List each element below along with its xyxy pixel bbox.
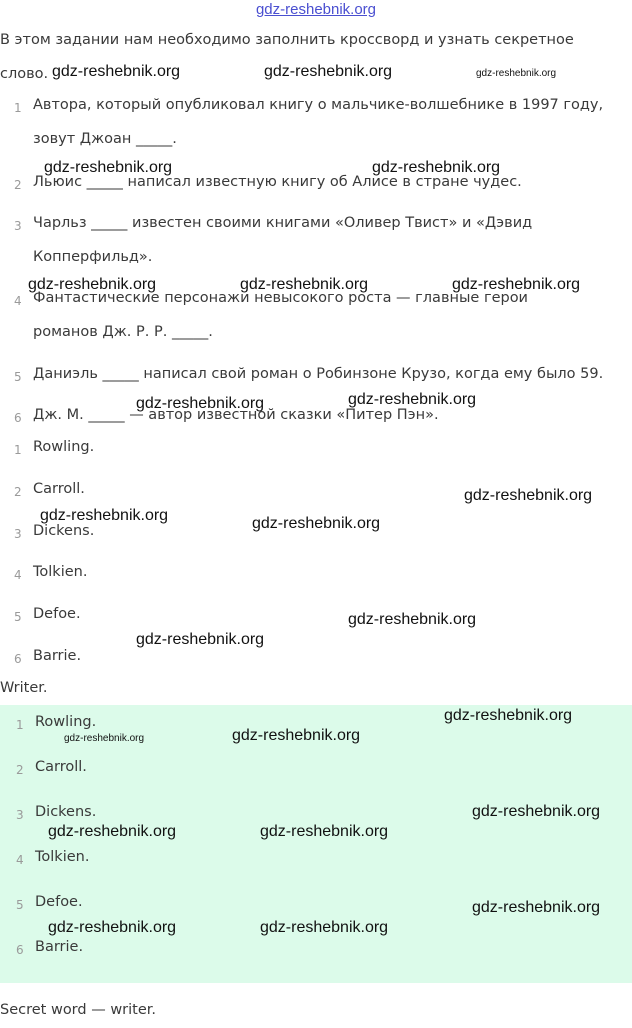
question-text: Льюис _____ написал известную книгу об Алисе в стране чудес.	[33, 174, 522, 190]
answer-box-text: Dickens.	[35, 804, 97, 820]
question-number: 5	[14, 370, 22, 384]
question-text: зовут Джоан _____.	[33, 131, 177, 147]
answer-text: Carroll.	[33, 481, 85, 497]
site-header-link[interactable]: gdz-reshebnik.org	[255, 1, 377, 18]
answer-box-text: Carroll.	[35, 759, 87, 775]
watermark: gdz-reshebnik.org	[476, 68, 557, 79]
question-text: Копперфильд».	[33, 249, 153, 265]
watermark: gdz-reshebnik.org	[136, 631, 265, 648]
watermark: gdz-reshebnik.org	[264, 63, 393, 80]
answer-box-number: 6	[16, 943, 24, 957]
question-text: Фантастические персонажи невысокого роста — главные герои	[33, 290, 528, 306]
watermark: gdz-reshebnik.org	[232, 727, 361, 744]
watermark: gdz-reshebnik.org	[44, 159, 173, 176]
answer-text: Defoe.	[33, 606, 81, 622]
answer-box-number: 2	[16, 763, 24, 777]
watermark: gdz-reshebnik.org	[452, 276, 581, 293]
watermark: gdz-reshebnik.org	[348, 611, 477, 628]
answer-text: Dickens.	[33, 523, 95, 539]
answer-number: 6	[14, 652, 22, 666]
watermark: gdz-reshebnik.org	[52, 63, 181, 80]
answer-number: 3	[14, 527, 22, 541]
answer-text: Tolkien.	[33, 564, 88, 580]
answer-box-text: Barrie.	[35, 939, 84, 955]
watermark: gdz-reshebnik.org	[444, 707, 573, 724]
question-text: Даниэль _____ написал свой роман о Робинзоне Крузо, когда ему было 59.	[33, 366, 604, 382]
watermark: gdz-reshebnik.org	[372, 159, 501, 176]
answer-number: 2	[14, 485, 22, 499]
answers-highlight-box	[0, 705, 632, 983]
secret-word-line: Secret word — writer.	[0, 1002, 157, 1018]
intro-line-1: В этом задании нам необходимо заполнить кроссворд и узнать секретное	[0, 32, 574, 48]
answer-box-number: 4	[16, 853, 24, 867]
question-number: 4	[14, 294, 22, 308]
question-text: Автора, который опубликовал книгу о мальчике-волшебнике в 1997 году,	[33, 97, 604, 113]
answer-text: Barrie.	[33, 648, 82, 664]
question-text: Дж. М. _____ — автор известной сказки «Питер Пэн».	[33, 407, 439, 423]
watermark: gdz-reshebnik.org	[348, 391, 477, 408]
answer-box-number: 5	[16, 898, 24, 912]
writer-line: Writer.	[0, 680, 48, 696]
watermark: gdz-reshebnik.org	[48, 823, 177, 840]
answer-number: 1	[14, 443, 22, 457]
watermark: gdz-reshebnik.org	[28, 276, 157, 293]
question-text: романов Дж. Р. Р. _____.	[33, 324, 213, 340]
question-number: 3	[14, 219, 22, 233]
watermark: gdz-reshebnik.org	[260, 919, 389, 936]
question-number: 1	[14, 101, 22, 115]
watermark: gdz-reshebnik.org	[472, 899, 601, 916]
answer-number: 4	[14, 568, 22, 582]
watermark: gdz-reshebnik.org	[240, 276, 369, 293]
answer-box-text: Defoe.	[35, 894, 83, 910]
watermark: gdz-reshebnik.org	[136, 395, 265, 412]
answer-box-text: Rowling.	[35, 714, 97, 730]
watermark: gdz-reshebnik.org	[464, 487, 593, 504]
answer-text: Rowling.	[33, 439, 95, 455]
answer-box-number: 1	[16, 718, 24, 732]
intro-line-2: слово.	[0, 66, 49, 82]
question-number: 2	[14, 178, 22, 192]
answer-box-number: 3	[16, 808, 24, 822]
watermark: gdz-reshebnik.org	[260, 823, 389, 840]
watermark: gdz-reshebnik.org	[48, 919, 177, 936]
answer-box-text: Tolkien.	[35, 849, 90, 865]
watermark: gdz-reshebnik.org	[472, 803, 601, 820]
watermark: gdz-reshebnik.org	[252, 515, 381, 532]
answer-number: 5	[14, 610, 22, 624]
question-text: Чарльз _____ известен своими книгами «Оливер Твист» и «Дэвид	[33, 215, 533, 231]
watermark: gdz-reshebnik.org	[64, 733, 145, 744]
question-number: 6	[14, 411, 22, 425]
watermark: gdz-reshebnik.org	[40, 507, 169, 524]
